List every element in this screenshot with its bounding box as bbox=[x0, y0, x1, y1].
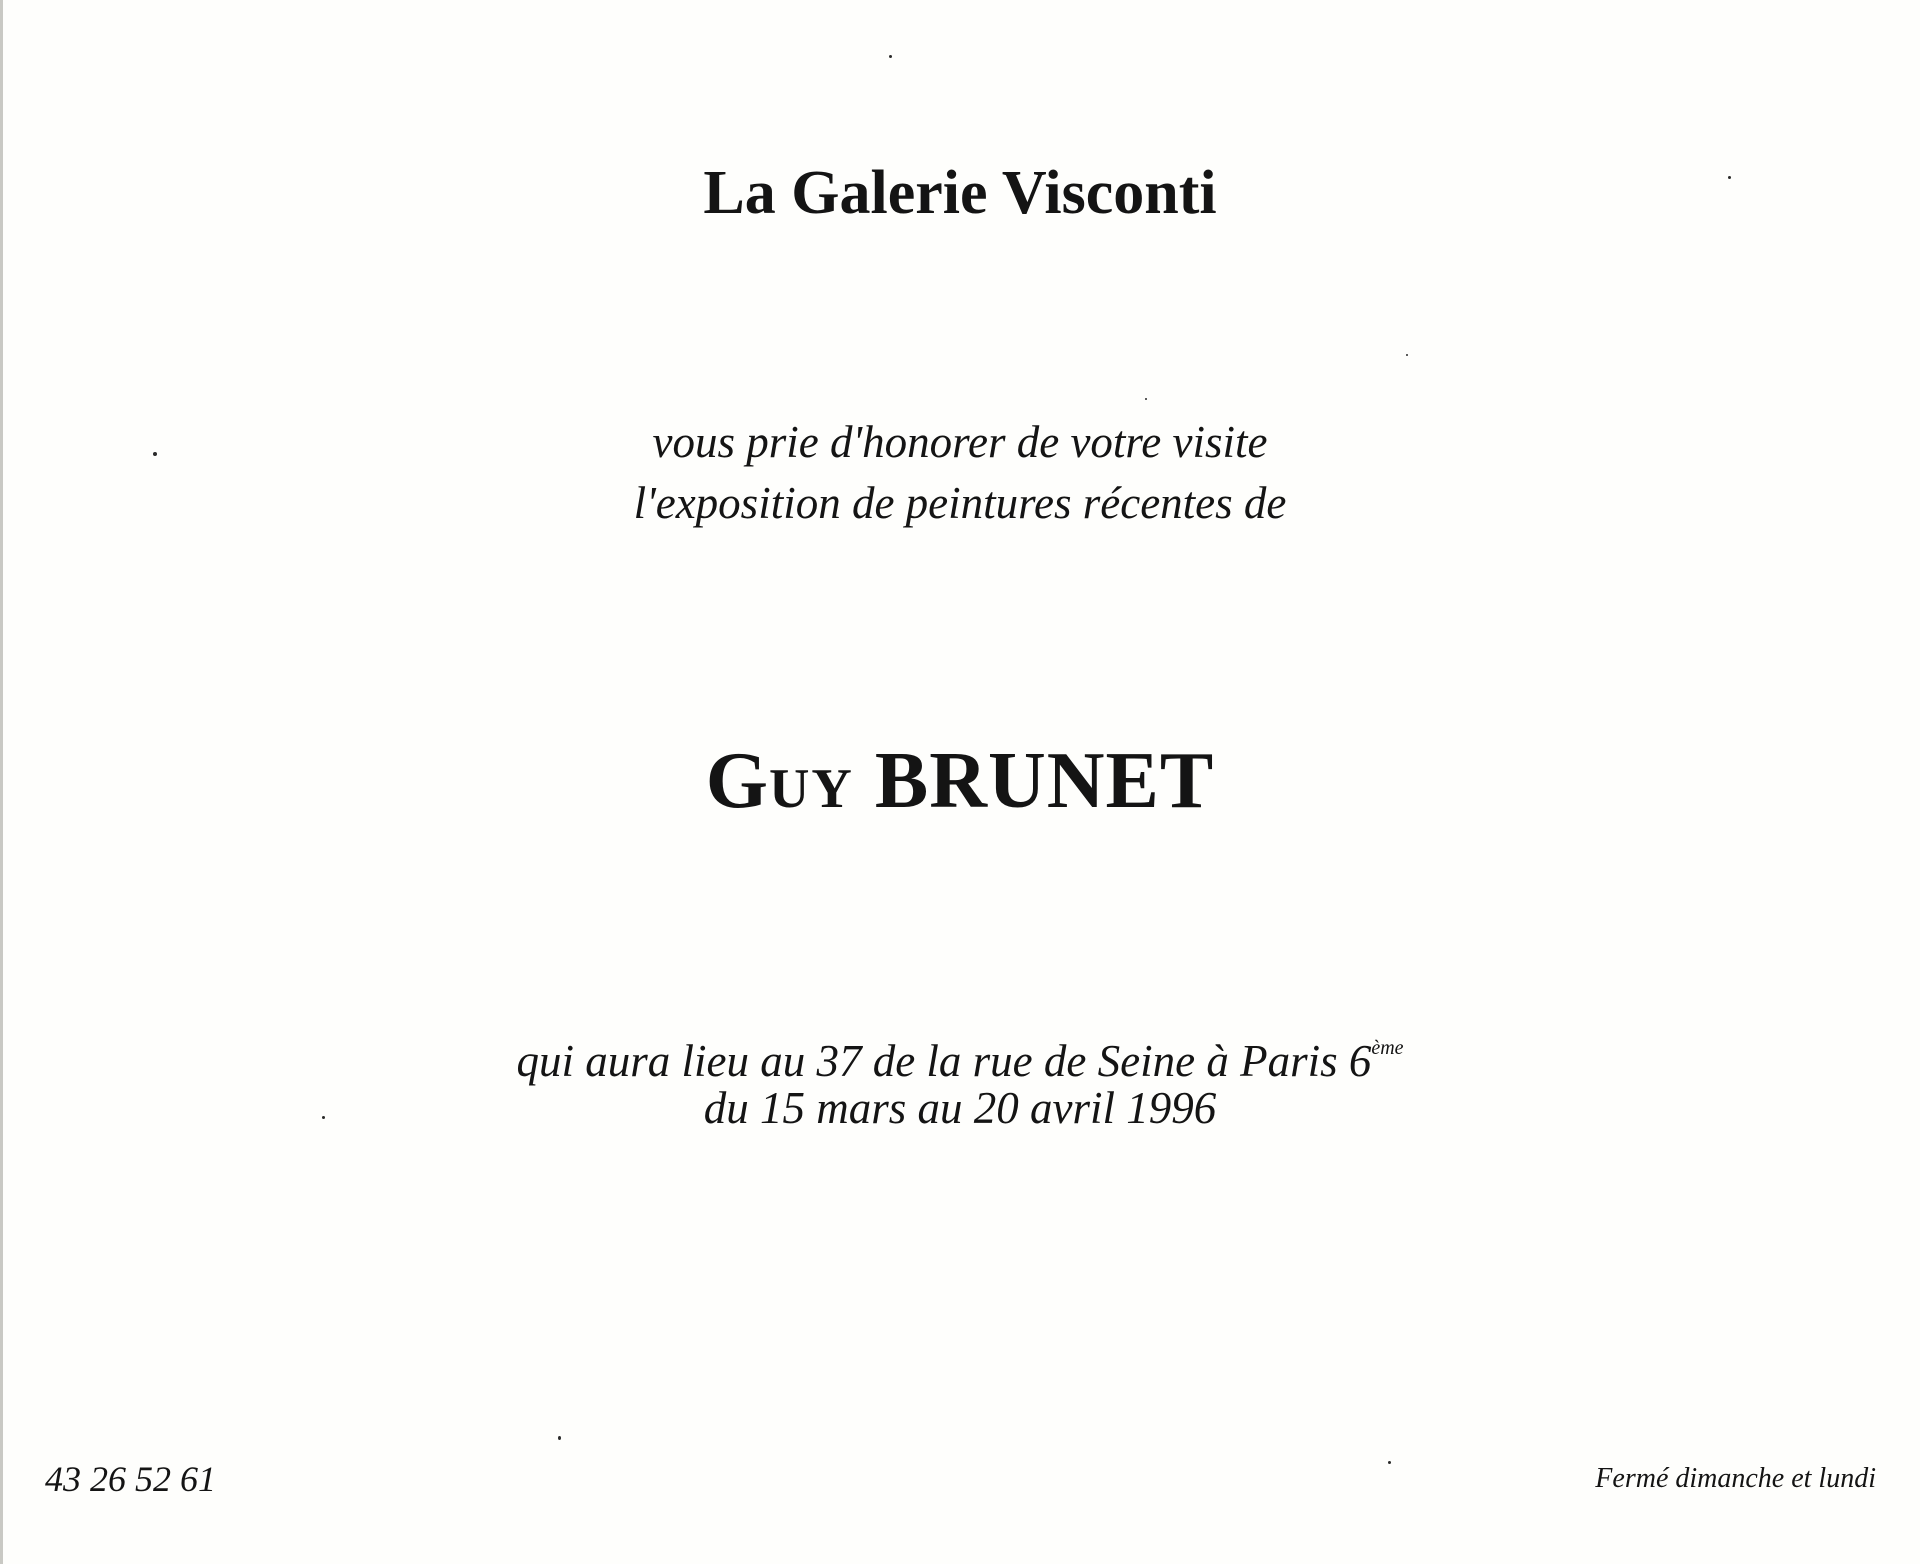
scan-speck bbox=[1145, 398, 1147, 400]
invitation-line-1: vous prie d'honorer de votre visite bbox=[652, 417, 1268, 467]
artist-first-name-rest: UY bbox=[768, 758, 854, 820]
scan-speck bbox=[1388, 1461, 1391, 1464]
closing-days: Fermé dimanche et lundi bbox=[1595, 1463, 1876, 1494]
scan-speck bbox=[889, 55, 892, 58]
exhibition-dates: du 15 mars au 20 avril 1996 bbox=[703, 1083, 1217, 1133]
arrondissement-suffix: ème bbox=[1371, 1037, 1404, 1059]
scan-speck bbox=[1406, 354, 1408, 356]
phone-number: 43 26 52 61 bbox=[45, 1459, 216, 1499]
artist-last-name: BRUNET bbox=[874, 737, 1215, 825]
invitation-line-2: l'exposition de peintures récentes de bbox=[633, 478, 1287, 528]
gallery-name: La Galerie Visconti bbox=[703, 159, 1217, 227]
artist-first-initial: G bbox=[705, 737, 769, 825]
venue-address-text: qui aura lieu au 37 de la rue de Seine à Paris 6 bbox=[516, 1036, 1372, 1086]
scan-speck bbox=[558, 1436, 561, 1440]
venue-address bbox=[0, 1022, 1920, 1087]
artist-name bbox=[0, 736, 1920, 834]
